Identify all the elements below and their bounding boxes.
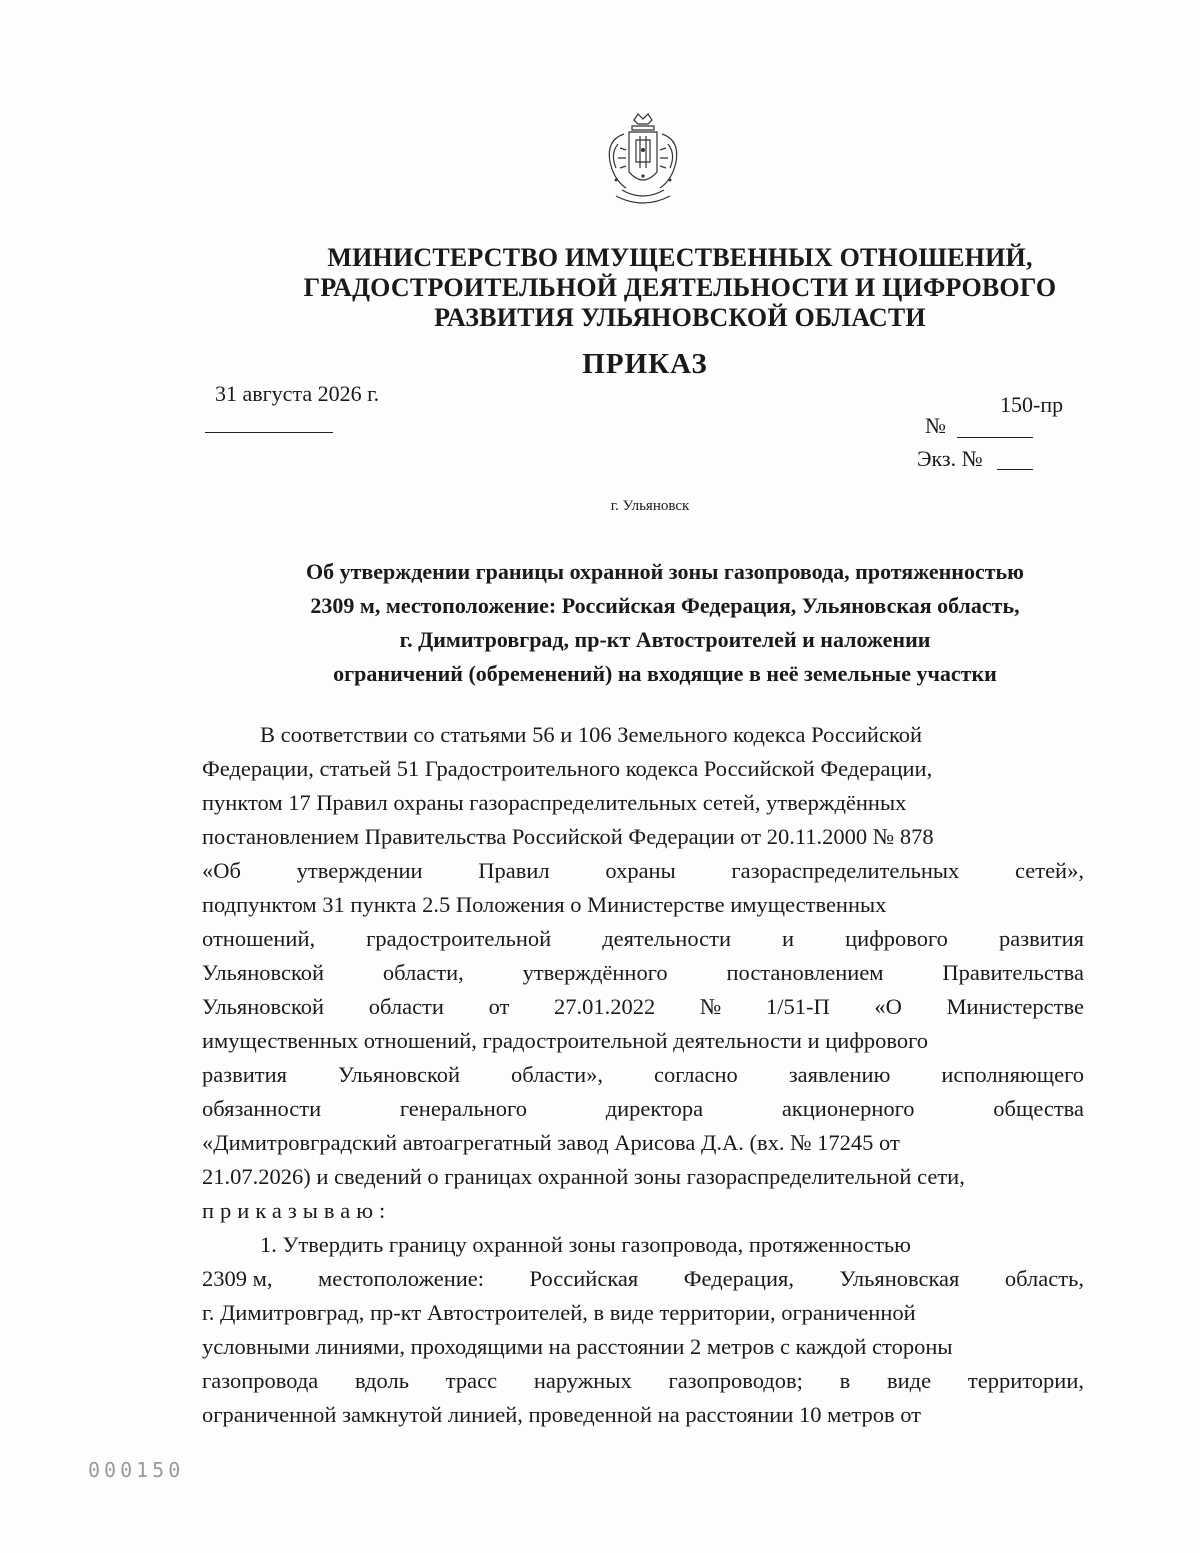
text-fragment: 2309 м, (202, 1266, 273, 1291)
text-fragment: сетей», (1014, 858, 1084, 883)
text-fragment: Правил (478, 858, 550, 883)
subject-line: г. Димитровград, пр-кт Автостроителей и наложении (399, 627, 931, 652)
text-fragment: «Димитровградский автоагрегатный завод Арисова Д.А. (вх. № 17245 от (202, 1130, 900, 1155)
document-type-heading: ПРИКАЗ (582, 348, 708, 380)
orders-word: приказываю: (202, 1198, 392, 1223)
text-line (202, 854, 1084, 888)
text-line (202, 1262, 1084, 1296)
text-fragment: генерального (399, 1096, 527, 1121)
text-fragment: Федерация, (683, 1266, 794, 1291)
text-line (202, 752, 1084, 786)
text-fragment: общества (993, 1096, 1084, 1121)
text-fragment: газопроводов; (668, 1368, 803, 1393)
text-line (202, 888, 1084, 922)
text-fragment: «О (874, 994, 902, 1019)
text-fragment: обязанности (202, 1096, 322, 1121)
text-fragment: от (488, 994, 510, 1019)
order-body (202, 718, 1084, 1432)
text-fragment: деятельности (602, 926, 732, 951)
order-number: 150-пр (1000, 392, 1064, 417)
text-fragment: Ульяновская (839, 1266, 960, 1291)
text-fragment: исполняющего (941, 1062, 1084, 1087)
text-line (202, 1058, 1084, 1092)
text-line (202, 1296, 1084, 1330)
text-fragment: ограниченной замкнутой линией, проведенной на расстоянии 10 метров от (202, 1402, 921, 1427)
text-fragment: постановлением (726, 960, 884, 985)
date-underline (205, 432, 333, 433)
text-line (202, 1092, 1084, 1126)
text-line (202, 1364, 1084, 1398)
text-fragment: утверждении (296, 858, 423, 883)
text-fragment: цифрового (845, 926, 948, 951)
text-fragment: согласно (653, 1062, 738, 1087)
text-fragment: развития (998, 926, 1084, 951)
text-fragment: градостроительной (366, 926, 552, 951)
text-fragment: подпунктом 31 пункта 2.5 Положения о Министерстве имущественных (202, 892, 887, 917)
text-fragment: Правительства (942, 960, 1084, 985)
text-fragment: области», (510, 1062, 604, 1087)
text-fragment: № (699, 994, 722, 1019)
text-line (202, 718, 1084, 752)
text-fragment: «Об (202, 858, 241, 883)
city-name: г. Ульяновск (610, 498, 690, 514)
text-fragment: наружных (533, 1368, 632, 1393)
subject-line: ограничений (обременений) на входящие в неё земельные участки (333, 661, 997, 686)
text-fragment: виде (887, 1368, 932, 1393)
text-fragment: трасс (445, 1368, 498, 1393)
text-fragment: постановлением Правительства Российской Федерации от 20.11.2000 № 878 (202, 824, 934, 849)
text-fragment: Министерстве (946, 994, 1084, 1019)
text-fragment: 21.07.2026) и сведений о границах охранной зоны газораспределительной сети, (202, 1164, 965, 1189)
text-line (202, 956, 1084, 990)
text-fragment: территории, (967, 1368, 1084, 1393)
orders-line (202, 1194, 1084, 1228)
text-line (202, 1398, 1084, 1432)
text-fragment: условными линиями, проходящими на расстоянии 2 метров с каждой стороны (202, 1334, 953, 1359)
text-fragment: пунктом 17 Правил охраны газораспределительных сетей, утверждённых (202, 790, 907, 815)
text-fragment: утверждённого (522, 960, 668, 985)
text-fragment: имущественных отношений, градостроительной деятельности и цифрового (202, 1028, 929, 1053)
text-fragment: газопровода (202, 1368, 319, 1393)
text-line (202, 1126, 1084, 1160)
coat-of-arms-icon (596, 110, 690, 214)
text-line (202, 1228, 1084, 1262)
subject-line: 2309 м, местоположение: Российская Федерация, Ульяновская область, (310, 593, 1020, 618)
number-underline (957, 437, 1033, 438)
page-stamp-number: 000150 (88, 1458, 185, 1482)
text-fragment: вдоль (355, 1368, 409, 1393)
subject-line: Об утверждении границы охранной зоны газопровода, протяженностью (305, 559, 1024, 584)
ministry-line: РАЗВИТИЯ УЛЬЯНОВСКОЙ ОБЛАСТИ (434, 303, 926, 332)
text-fragment: газораспределительных (731, 858, 960, 883)
text-line (202, 1024, 1084, 1058)
text-line (202, 1330, 1084, 1364)
ministry-line: ГРАДОСТРОИТЕЛЬНОЙ ДЕЯТЕЛЬНОСТИ И ЦИФРОВОГО (303, 273, 1057, 302)
clause-1-paragraph (202, 1228, 1084, 1432)
text-fragment: директора (605, 1096, 704, 1121)
copy-number-underline (997, 469, 1033, 470)
text-line (202, 922, 1084, 956)
text-fragment: 1. Утвердить границу охранной зоны газопровода, протяженностью (260, 1232, 911, 1257)
text-fragment: В соответствии со статьями 56 и 106 Земельного кодекса Российской (260, 722, 923, 747)
text-fragment: Ульяновской (202, 960, 325, 985)
text-fragment: Федерации, статьей 51 Градостроительного кодекса Российской Федерации, (202, 756, 933, 781)
text-fragment: в (839, 1368, 851, 1393)
order-date: 31 августа 2026 г. (215, 381, 380, 406)
text-fragment: Российская (529, 1266, 639, 1291)
text-fragment: местоположение: (318, 1266, 485, 1291)
ministry-line: МИНИСТЕРСТВО ИМУЩЕСТВЕННЫХ ОТНОШЕНИЙ, (327, 243, 1033, 272)
text-line (202, 786, 1084, 820)
text-fragment: охраны (605, 858, 676, 883)
text-fragment: области, (382, 960, 464, 985)
text-fragment: области (368, 994, 444, 1019)
order-subject (170, 555, 1160, 691)
text-fragment: 1/51-П (765, 994, 830, 1019)
preamble-paragraph (202, 718, 1084, 1194)
text-fragment: г. Димитровград, пр-кт Автостроителей, в виде территории, ограниченной (202, 1300, 916, 1325)
text-fragment: развития (202, 1062, 288, 1087)
text-fragment: акционерного (781, 1096, 915, 1121)
copy-number-label: Экз. № (917, 446, 983, 471)
text-fragment: 27.01.2022 (553, 994, 656, 1019)
text-line (202, 1160, 1084, 1194)
ministry-name (200, 243, 1160, 333)
order-number-label: № (925, 413, 946, 438)
text-line (202, 820, 1084, 854)
text-line (202, 990, 1084, 1024)
text-fragment: Ульяновской (202, 994, 325, 1019)
text-fragment: отношений, (202, 926, 316, 951)
text-fragment: заявлению (788, 1062, 891, 1087)
text-fragment: Ульяновской (337, 1062, 461, 1087)
text-fragment: область, (1004, 1266, 1084, 1291)
text-fragment: и (782, 926, 795, 951)
